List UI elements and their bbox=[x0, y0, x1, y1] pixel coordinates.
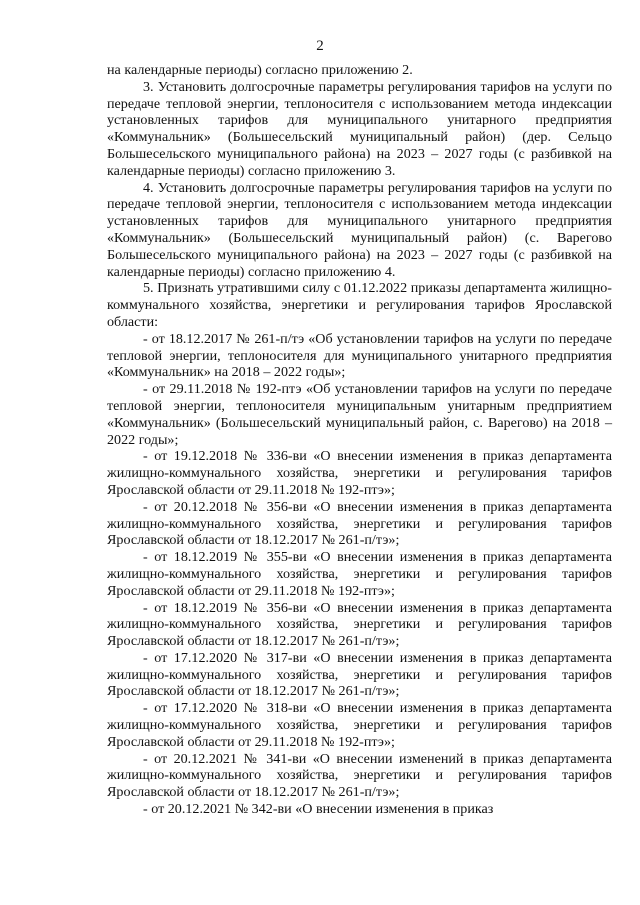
document-body bbox=[107, 62, 612, 818]
list-item-order: - от 20.12.2021 № 342-ви «О внесении изменения в приказ bbox=[143, 801, 494, 818]
list-item-order: - от 20.12.2021 № 341-ви «О внесении изменений в приказ департамента жилищно-коммунального хозяйства, энергетики и регулирования тарифов Ярославской области от 18.12.2017 № 261-п/тэ»; bbox=[107, 750, 612, 801]
paragraph-item-5: 5. Признать утратившими силу с 01.12.2022 приказы департамента жилищно-коммунального хозяйства, энергетики и регулирования тарифов Ярославской области: bbox=[107, 280, 612, 330]
list-item-order: - от 29.11.2018 № 192-птэ «Об установлении тарифов на услуги по передаче тепловой энергии, теплоносителя муниципальным унитарным предприятием «Коммунальник» (Большесельский муниципальный район, с. Варегово) на 2018 – 2022 годы»; bbox=[107, 381, 612, 448]
list-item-order: - от 17.12.2020 № 318-ви «О внесении изменения в приказ департамента жилищно-коммунального хозяйства, энергетики и регулирования тарифов Ярославской области от 29.11.2018 № 192-птэ»; bbox=[107, 700, 612, 750]
list-item-order: - от 17.12.2020 № 317-ви «О внесении изменения в приказ департамента жилищно-коммунального хозяйства, энергетики и регулирования тарифов Ярославской области от 18.12.2017 № 261-п/тэ»; bbox=[107, 649, 612, 700]
list-item-order: - от 20.12.2018 № 356-ви «О внесении изменения в приказ департамента жилищно-коммунального хозяйства, энергетики и регулирования тарифов Ярославской области от 18.12.2017 № 261-п/тэ»; bbox=[107, 498, 612, 549]
paragraph-continuation: на календарные периоды) согласно приложению 2. bbox=[107, 62, 413, 78]
page-number: 2 bbox=[316, 38, 324, 54]
list-item-order: - от 18.12.2019 № 355-ви «О внесении изменения в приказ департамента жилищно-коммунального хозяйства, энергетики и регулирования тарифов Ярославской области от 29.11.2018 № 192-птэ»; bbox=[107, 549, 612, 599]
list-item-order: - от 18.12.2019 № 356-ви «О внесении изменения в приказ департамента жилищно-коммунального хозяйства, энергетики и регулирования тарифов Ярославской области от 18.12.2017 № 261-п/тэ»; bbox=[107, 599, 612, 650]
paragraph-item-4: 4. Установить долгосрочные параметры регулирования тарифов на услуги по передаче тепловой энергии, теплоносителя с использованием метода индексации установленных тарифов для муниципального унитарного предприятия «Коммунальник» (Большесельский муниципальный район) (с. Варегово Большесельского муниципального района) на 2023 – 2027 годы (с разбивкой на календарные периоды) согласно приложению 4. bbox=[107, 179, 612, 280]
paragraph-item-3: 3. Установить долгосрочные параметры регулирования тарифов на услуги по передаче тепловой энергии, теплоносителя с использованием метода индексации установленных тарифов для муниципального унитарного предприятия «Коммунальник» (Большесельский муниципальный район) (дер. Сельцо Большесельского муниципального района) на 2023 – 2027 годы (с разбивкой на календарные периоды) согласно приложению 3. bbox=[107, 78, 612, 179]
list-item-order: - от 19.12.2018 № 336-ви «О внесении изменения в приказ департамента жилищно-коммунального хозяйства, энергетики и регулирования тарифов Ярославской области от 29.11.2018 № 192-птэ»; bbox=[107, 448, 612, 498]
list-item-order: - от 18.12.2017 № 261-п/тэ «Об установлении тарифов на услуги по передаче тепловой энергии, теплоносителя для муниципального унитарного предприятия «Коммунальник» на 2018 – 2022 годы»; bbox=[107, 330, 612, 381]
